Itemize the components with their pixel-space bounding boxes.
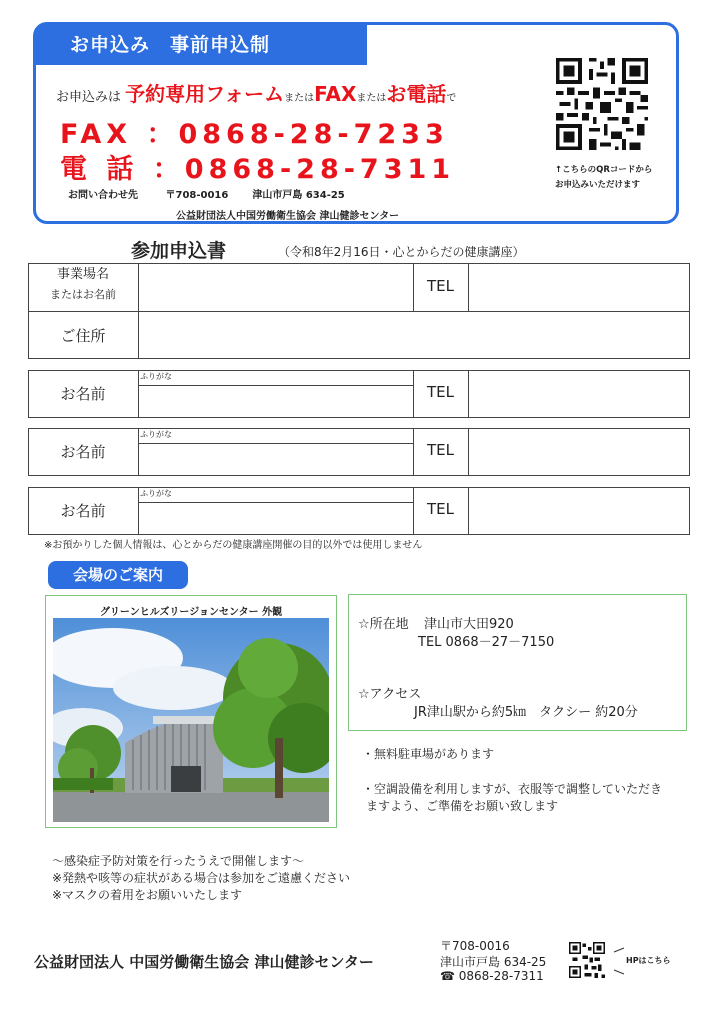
furigana-label: ふりがな xyxy=(140,489,172,498)
furigana-label: ふりがな xyxy=(140,372,172,381)
furigana-field[interactable] xyxy=(150,488,410,501)
note-aircon-line1: ・空調設備を利用しますが、衣服等で調整していただき xyxy=(362,782,663,796)
divider xyxy=(138,370,139,418)
reservation-tab-title: お申込み 事前申込制 xyxy=(36,25,367,65)
company-tel-field[interactable] xyxy=(472,266,686,308)
name-tel-field[interactable] xyxy=(472,373,686,415)
company-name-field[interactable] xyxy=(142,266,410,308)
company-label-line1: 事業場名 xyxy=(56,267,109,282)
conj2: または xyxy=(356,93,387,104)
note-aircon-line2: ますよう、ご準備をお願い致します xyxy=(366,799,559,813)
qr-note-line1: ↑こちらのQRコードから xyxy=(555,165,653,175)
access-value: JR津山駅から約5㎞ タクシー 約20分 xyxy=(414,705,638,720)
name-label: お名前 xyxy=(60,502,106,520)
venue-section-title: 会場のご案内 xyxy=(48,561,188,589)
contact-organization: 公益財団法人中国労働衛生協会 津山健診センター xyxy=(176,211,400,222)
company-tel-label: TEL xyxy=(427,277,454,295)
furigana-field[interactable] xyxy=(150,371,410,384)
divider xyxy=(138,502,413,503)
name-field[interactable] xyxy=(142,504,410,533)
form-subtitle: （令和8年2月16日・心とからだの健康講座） xyxy=(278,245,525,259)
phone-number: 電 話 ：0868-28-7311 xyxy=(60,154,456,185)
name-tel-field[interactable] xyxy=(472,490,686,532)
footer-address: 津山市戸島 634-25 xyxy=(440,955,547,969)
contact-info xyxy=(68,186,369,201)
form-title: 参加申込書 xyxy=(131,240,227,262)
divider xyxy=(138,487,139,535)
name-tel-field[interactable] xyxy=(472,431,686,473)
footer-phone: ☎ 0868-28-7311 xyxy=(440,969,544,983)
qr-code-icon[interactable] xyxy=(569,942,605,978)
divider xyxy=(138,443,413,444)
divider xyxy=(138,428,139,476)
divider xyxy=(468,487,469,535)
contact-postal: 〒708-0016 xyxy=(165,190,229,201)
name-field[interactable] xyxy=(142,387,410,416)
note-parking: ・無料駐車場があります xyxy=(362,747,495,761)
infection-line2: ※発熱や咳等の症状がある場合は参加をご遠慮ください xyxy=(52,871,351,885)
location-value: 津山市大田920 xyxy=(424,617,514,632)
divider xyxy=(468,428,469,476)
building-photo xyxy=(53,618,329,822)
address-field[interactable] xyxy=(142,314,686,356)
privacy-note: ※お預かりした個人情報は、心とからだの健康講座開催の目的以外では使用しません xyxy=(44,540,423,551)
divider xyxy=(138,385,413,386)
divider xyxy=(28,311,690,312)
pointer-lines-icon xyxy=(612,946,626,976)
name-tel-label: TEL xyxy=(427,500,454,518)
name-label: お名前 xyxy=(60,385,106,403)
footer-postal: 〒708-0016 xyxy=(440,939,510,953)
intro-suffix: で xyxy=(446,93,457,104)
venue-photo-caption: グリーンヒルズリージョンセンター 外観 xyxy=(99,607,283,618)
company-label-line2: またはお名前 xyxy=(50,288,116,301)
divider xyxy=(468,263,469,311)
infection-line1: ～感染症予防対策を行ったうえで開催します～ xyxy=(52,854,305,868)
company-label xyxy=(28,265,138,305)
name-field[interactable] xyxy=(142,445,410,474)
form-method: 予約専用フォーム xyxy=(125,82,285,106)
contact-label: お問い合わせ先 xyxy=(68,190,138,201)
infection-line3: ※マスクの着用をお願いいたします xyxy=(52,888,243,902)
location-label: ☆所在地 xyxy=(358,617,409,632)
divider xyxy=(468,370,469,418)
divider xyxy=(138,263,139,359)
qr-code-icon[interactable] xyxy=(556,58,648,150)
name-tel-label: TEL xyxy=(427,383,454,401)
fax-method: FAX xyxy=(314,82,357,106)
hp-link[interactable]: HPはこちら xyxy=(626,956,671,965)
name-label: お名前 xyxy=(60,443,106,461)
furigana-field[interactable] xyxy=(150,429,410,442)
conj1: または xyxy=(284,93,315,104)
phone-method: お電話 xyxy=(386,82,447,106)
furigana-label: ふりがな xyxy=(140,430,172,439)
intro-prefix: お申込みは xyxy=(56,90,122,105)
contact-address: 津山市戸島 634-25 xyxy=(252,190,345,201)
reservation-intro xyxy=(56,78,456,107)
qr-note xyxy=(555,163,652,193)
name-tel-label: TEL xyxy=(427,441,454,459)
address-label: ご住所 xyxy=(60,327,106,345)
qr-note-line2: お申込みいただけます xyxy=(555,180,641,190)
access-label: ☆アクセス xyxy=(358,687,422,702)
fax-number: FAX ：0868-28-7233 xyxy=(60,119,449,150)
location-tel: TEL 0868－27－7150 xyxy=(418,635,555,650)
footer-organization: 公益財団法人 中国労働衛生協会 津山健診センター xyxy=(34,953,374,971)
